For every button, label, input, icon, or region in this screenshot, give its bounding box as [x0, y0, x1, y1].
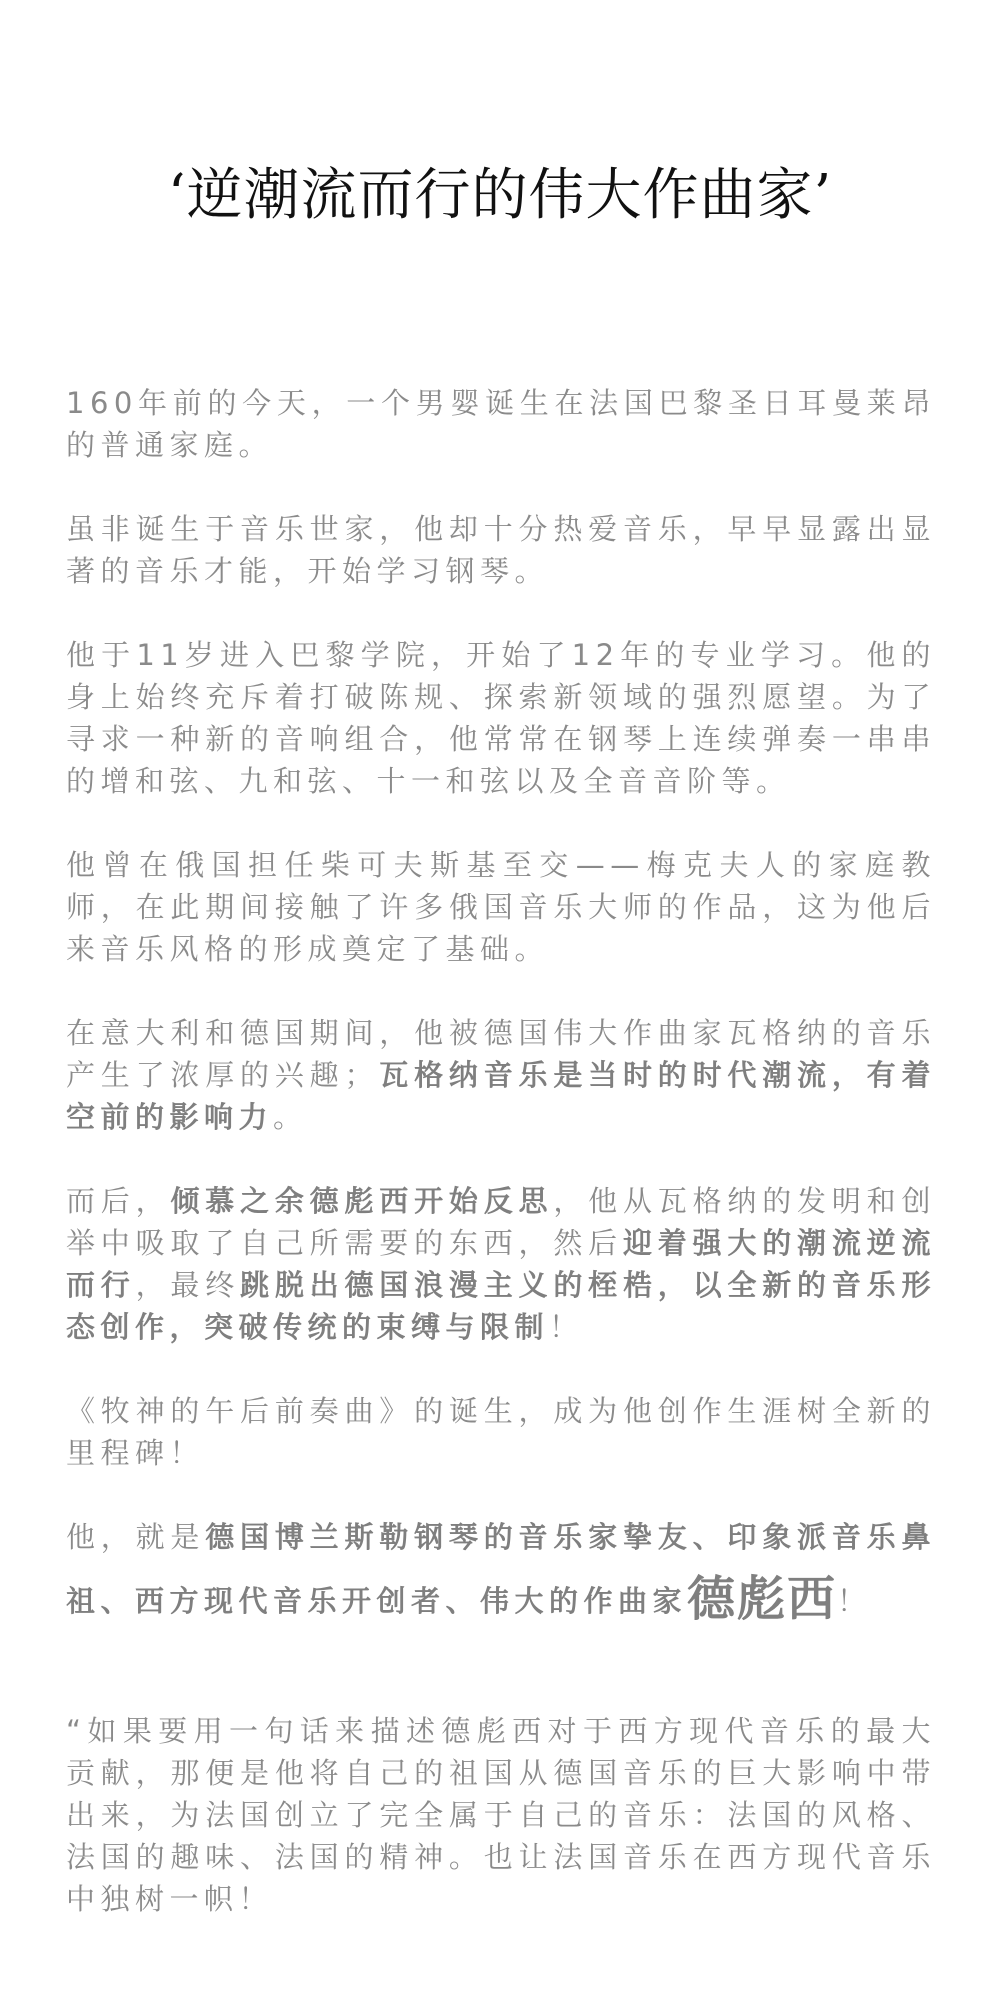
paragraph-8-text: 他，就是	[66, 1520, 206, 1554]
paragraph-1: 160年前的今天，一个男婴诞生在法国巴黎圣日耳曼莱昂的普通家庭。	[66, 386, 936, 462]
paragraph-6-emphasis-b: 迎着强大的潮流逆流而行	[66, 1226, 936, 1302]
paragraph-8	[66, 1506, 936, 1632]
article-title: ‘逆潮流而行的伟大作曲家’	[167, 163, 833, 228]
paragraph-8-end: ！	[837, 1584, 872, 1618]
paragraph-3: 他于11岁进入巴黎学院，开始了12年的专业学习。他的身上始终充斥着打破陈规、探索新领域的强烈愿望。为了寻求一种新的音响组合，他常常在钢琴上连续弹奏一串串的增和弦、九和弦、十一和弦以及全音音阶等。	[66, 638, 936, 798]
paragraph-5-emphasis: 瓦格纳音乐是当时的时代潮流，有着空前的影响力	[66, 1058, 936, 1134]
paragraph-6	[66, 1180, 936, 1348]
paragraph-6-text-a: 而后，	[66, 1184, 171, 1218]
paragraph-8-emphasis: 德国博兰斯勒钢琴的音乐家挚友、印象派音乐鼻祖、西方现代音乐开创者、伟大的作曲家	[66, 1520, 936, 1618]
paragraph-4: 他曾在俄国担任柴可夫斯基至交——梅克夫人的家庭教师，在此期间接触了许多俄国音乐大师的作品，这为他后来音乐风格的形成奠定了基础。	[66, 848, 936, 966]
paragraph-6-emphasis-a: 倾慕之余德彪西开始反思	[170, 1184, 554, 1218]
paragraph-5	[66, 1012, 936, 1138]
paragraph-5-end: 。	[273, 1100, 308, 1134]
paragraph-6-text-b: ，他从瓦格纳的发明和创举中吸取了自己所需要的东西，然后	[66, 1184, 936, 1260]
paragraph-2: 虽非诞生于音乐世家，他却十分热爱音乐，早早显露出显著的音乐才能，开始学习钢琴。	[66, 512, 936, 588]
paragraph-6-text-c: ，最终	[135, 1268, 241, 1302]
composer-name: 德彪西	[687, 1571, 838, 1627]
paragraph-6-end: ！	[549, 1310, 584, 1344]
closing-quote: “如果要用一句话来描述德彪西对于西方现代音乐的最大贡献，那便是他将自己的祖国从德国音乐的巨大影响中带出来，为法国创立了完全属于自己的音乐：法国的风格、法国的趣味、法国的精神。也让法国音乐在西方现代音乐中独树一帜！	[66, 1714, 936, 1916]
paragraph-6-emphasis-c: 跳脱出德国浪漫主义的桎梏，以全新的音乐形态创作，突破传统的束缚与限制	[66, 1268, 936, 1344]
paragraph-7: 《牧神的午后前奏曲》的诞生，成为他创作生涯树全新的里程碑！	[66, 1394, 936, 1470]
paragraph-5-text: 在意大利和德国期间，他被德国伟大作曲家瓦格纳的音乐产生了浓厚的兴趣；	[66, 1016, 936, 1092]
